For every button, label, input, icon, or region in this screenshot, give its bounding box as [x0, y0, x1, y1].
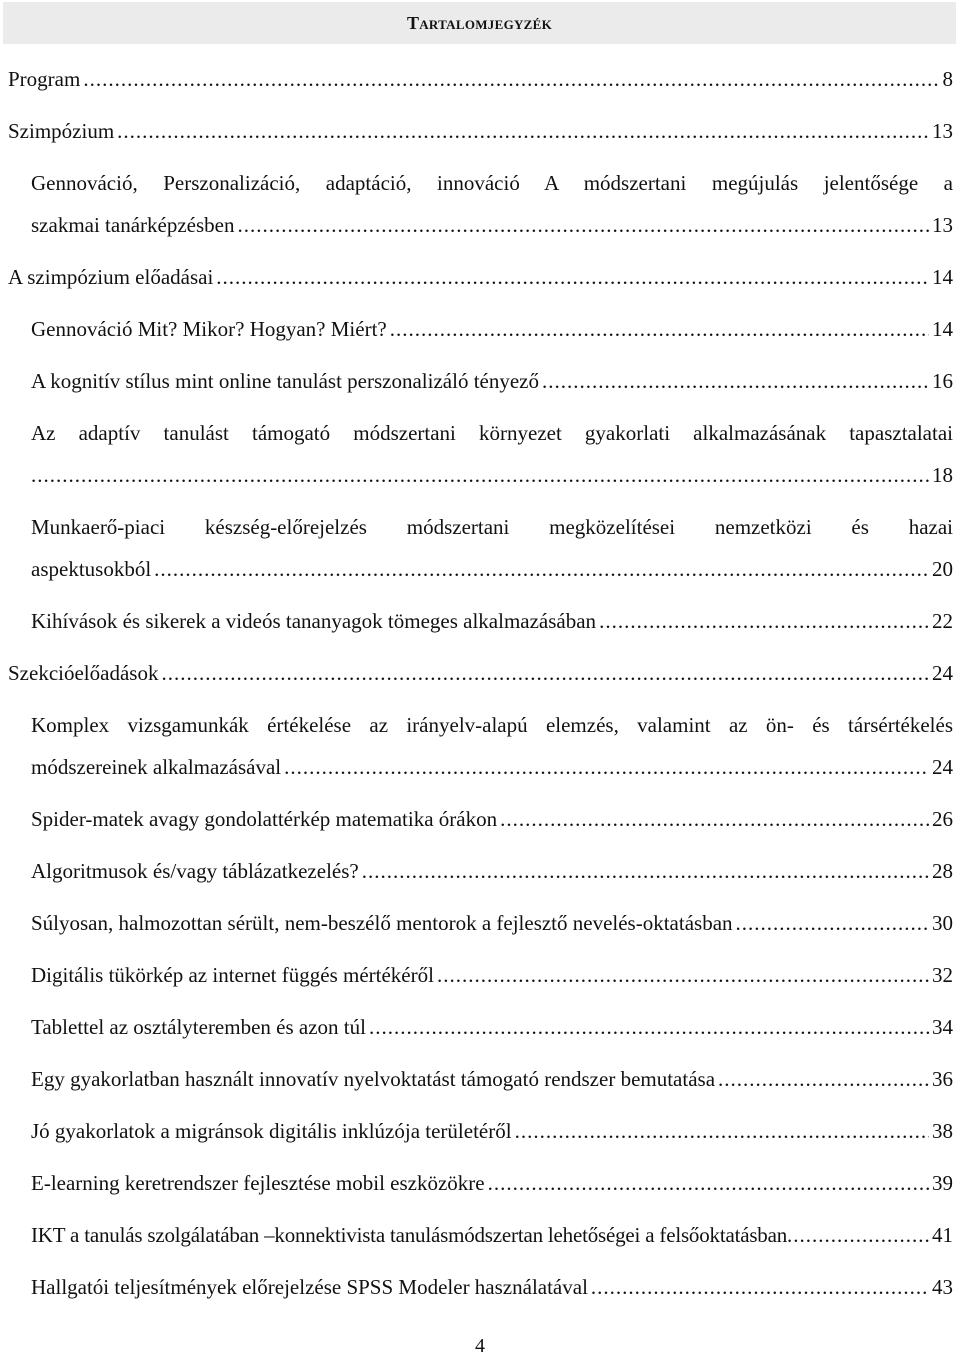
toc-entry-title-line: Munkaerő-piaci készség-előrejelzés módszertani megközelítései nemzetközi és hazai [31, 515, 953, 539]
toc-entry-page: 13 [932, 119, 953, 143]
toc-entry-page: 36 [932, 1067, 953, 1091]
toc-entry-title: Hallgatói teljesítmények előrejelzése SPSS Modeler használatával [31, 1275, 588, 1299]
toc-entry-spider-matek[interactable] [31, 806, 953, 832]
dot-leader [154, 556, 929, 582]
toc-entry-szekcioeloadasok[interactable] [8, 660, 953, 686]
toc-entry-title: A szimpózium előadásai [8, 265, 214, 289]
toc-entry-page: 30 [932, 911, 953, 935]
toc-entry-page: 16 [932, 369, 953, 393]
toc-entry-szimpozium[interactable] [8, 118, 953, 144]
toc-entry-page: 28 [932, 859, 953, 883]
dot-leader [591, 1274, 929, 1300]
toc-entry-sulyosan-serult[interactable] [31, 910, 953, 936]
toc-entry-page: 20 [932, 557, 953, 581]
toc-entry-title: szakmai tanárképzésben [31, 213, 235, 237]
toc-entry-title: Egy gyakorlatban használt innovatív nyelvoktatást támogató rendszer bemutatása [31, 1067, 716, 1091]
toc-entry-spss-modeler[interactable] [31, 1274, 953, 1300]
toc-entry-migransok[interactable] [31, 1118, 953, 1144]
toc-entry-tablettel[interactable] [31, 1014, 953, 1040]
dot-leader [787, 1222, 932, 1248]
toc-entry-page: 14 [932, 317, 953, 341]
toc-entry-page: 32 [932, 963, 953, 987]
toc-entry-title-line: Gennováció, Perszonalizáció, adaptáció, innováció A módszertani megújulás jelentősége a [31, 171, 953, 195]
dot-leader [216, 264, 929, 290]
toc-entry-page: 24 [932, 755, 953, 779]
toc-entry-page: 34 [932, 1015, 953, 1039]
toc-entry-munkaero-piaci[interactable] [31, 514, 953, 582]
toc-entry-page: 39 [932, 1171, 953, 1195]
toc-entry-algoritmusok[interactable] [31, 858, 953, 884]
dot-leader [515, 1118, 929, 1144]
toc-entry-title: aspektusokból [31, 557, 152, 581]
dot-leader [599, 608, 929, 634]
toc-entry-page: 43 [932, 1275, 953, 1299]
toc-entry-title: Digitális tükörkép az internet függés mértékéről [31, 963, 434, 987]
toc-entry-page: 22 [932, 609, 953, 633]
toc-entry-gennovacio-perszonalizacio[interactable] [31, 170, 953, 238]
toc-entry-title: Gennováció Mit? Mikor? Hogyan? Miért? [31, 317, 387, 341]
dot-leader [31, 462, 929, 488]
dot-leader [369, 1014, 929, 1040]
toc-entry-title-line: Az adaptív tanulást támogató módszertani környezet gyakorlati alkalmazásának tapasztalatai [31, 421, 953, 445]
dot-leader [237, 212, 929, 238]
toc-entry-title: Szekcióelőadások [8, 661, 159, 685]
toc-entry-page: 38 [932, 1119, 953, 1143]
toc-entry-page: 41 [932, 1223, 953, 1247]
toc-entry-title: Tablettel az osztályteremben és azon túl [31, 1015, 366, 1039]
dot-leader [718, 1066, 929, 1092]
toc-entry-page: 13 [932, 213, 953, 237]
toc-entry-title: módszereinek alkalmazásával [31, 755, 282, 779]
dot-leader [83, 66, 939, 92]
dot-leader [542, 368, 929, 394]
toc-title: Tartalomjegyzék [406, 12, 553, 33]
toc-entry-title: E-learning keretrendszer fejlesztése mobil eszközökre [31, 1171, 485, 1195]
dot-leader [437, 962, 929, 988]
toc-entry-title: Kihívások és sikerek a videós tananyagok tömeges alkalmazásában [31, 609, 597, 633]
page-number: 4 [475, 1335, 485, 1357]
toc-entry-title-line: Komplex vizsgamunkák értékelése az irányelv-alapú elemzés, valamint az ön- és társértékelés [31, 713, 953, 737]
toc-entry-szimpozium-eloadasai[interactable] [8, 264, 953, 290]
toc-entry-title: Súlyosan, halmozottan sérült, nem-beszélő mentorok a fejlesztő nevelés-oktatásban [31, 911, 733, 935]
dot-leader [284, 754, 929, 780]
toc-entry-title: A kognitív stílus mint online tanulást perszonalizáló tényező [31, 369, 539, 393]
dot-leader [390, 316, 929, 342]
dot-leader [161, 660, 929, 686]
toc-entry-adaptiv-tanulas[interactable] [31, 420, 953, 488]
toc-entry-title: IKT a tanulás szolgálatában –konnektivista tanulásmódszertan lehetőségei a felsőoktatásban [31, 1223, 788, 1247]
toc-entry-page: 24 [932, 661, 953, 685]
toc-entry-program[interactable] [8, 66, 953, 92]
toc-entry-page: 18 [932, 463, 953, 487]
toc-entry-title: Algoritmusok és/vagy táblázatkezelés? [31, 859, 359, 883]
toc-entry-gennovacio-mit[interactable] [31, 316, 953, 342]
toc-entry-ikt[interactable] [31, 1222, 953, 1248]
dot-leader [117, 118, 929, 144]
toc-entry-title: Program [8, 67, 81, 91]
toc-entry-komplex-vizsgamunkak[interactable] [31, 712, 953, 780]
toc-entry-kihivasok[interactable] [31, 608, 953, 634]
toc-entry-e-learning[interactable] [31, 1170, 953, 1196]
toc-entry-digitalis-tukorkep[interactable] [31, 962, 953, 988]
toc-entry-page: 26 [932, 807, 953, 831]
dot-leader [362, 858, 929, 884]
toc-entry-page: 8 [942, 67, 953, 91]
dot-leader [500, 806, 929, 832]
toc-entry-kognitiv-stilus[interactable] [31, 368, 953, 394]
toc-entry-nyelvoktatas[interactable] [31, 1066, 953, 1092]
toc-entry-page: 14 [932, 265, 953, 289]
dot-leader [736, 910, 929, 936]
toc-entry-title: Jó gyakorlatok a migránsok digitális inklúzója területéről [31, 1119, 512, 1143]
toc-entry-title: Spider-matek avagy gondolattérkép matematika órákon [31, 807, 498, 831]
dot-leader [488, 1170, 929, 1196]
toc-entry-title: Szimpózium [8, 119, 115, 143]
